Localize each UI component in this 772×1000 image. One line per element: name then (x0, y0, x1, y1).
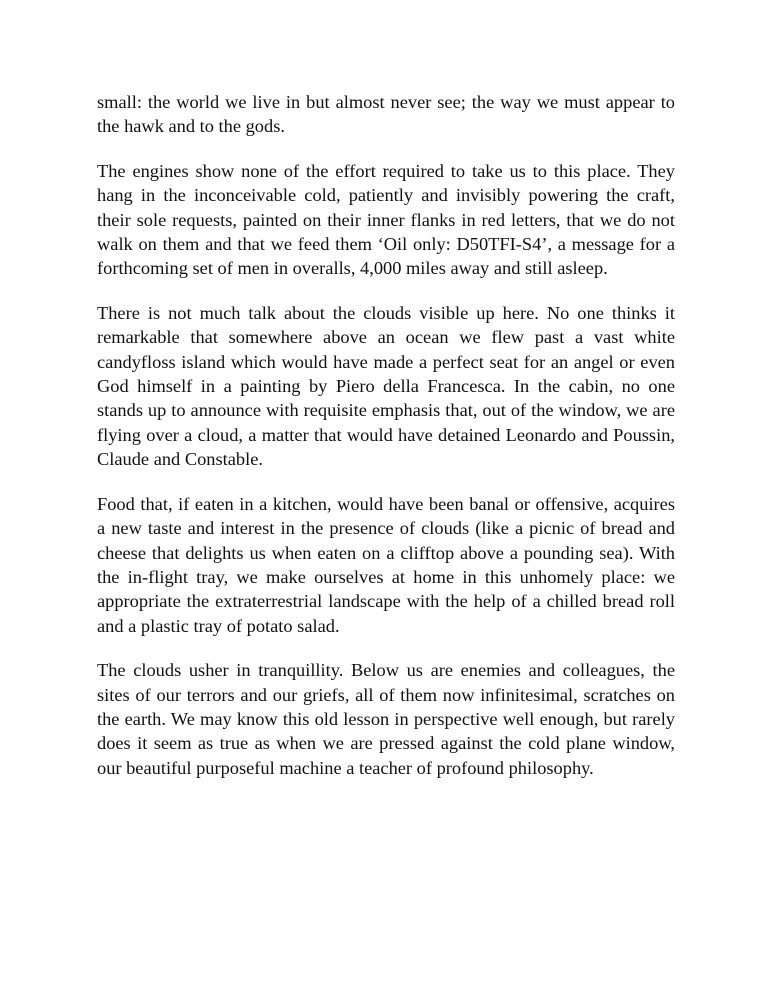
paragraph-clouds: There is not much talk about the clouds visible up here. No one thinks it remarkable that somewhere above an ocean we flew past a vast white candyfloss island which would have made a perfect seat for an angel or even God himself in a painting by Piero della Francesca. In the cabin, no one stands up to announce with requisite emphasis that, out of the window, we are flying over a cloud, a matter that would have detained Leonardo and Poussin, Claude and Constable. (97, 302, 675, 470)
paragraph-food: Food that, if eaten in a kitchen, would have been banal or offensive, acquires a new taste and interest in the presence of clouds (like a picnic of bread and cheese that delights us when eaten on a clifftop above a pounding sea). With the in-flight tray, we make ourselves at home in this unhomely place: we appropriate the extraterrestrial landscape with the help of a chilled bread roll and a plastic tray of potato salad. (97, 493, 675, 636)
paragraph-engines: The engines show none of the effort required to take us to this place. They hang in the inconceivable cold, patiently and invisibly powering the craft, their sole requests, painted on their inner flanks in red letters, that we do not walk on them and that we feed them ‘Oil only: D50TFI-S4’, a message for a forthcoming set of men in overalls, 4,000 miles away and still asleep. (97, 160, 675, 279)
paragraph-tranquillity: The clouds usher in tranquillity. Below us are enemies and colleagues, the sites of our terrors and our griefs, all of them now infinitesimal, scratches on the earth. We may know this old lesson in perspective well enough, but rarely does it seem as true as when we are pressed against the cold plane window, our beautiful purposeful machine a teacher of profound philosophy. (97, 660, 675, 778)
document-page (97, 90, 675, 780)
paragraph-continuation: small: the world we live in but almost never see; the way we must appear to the hawk and to the gods. (97, 92, 675, 137)
